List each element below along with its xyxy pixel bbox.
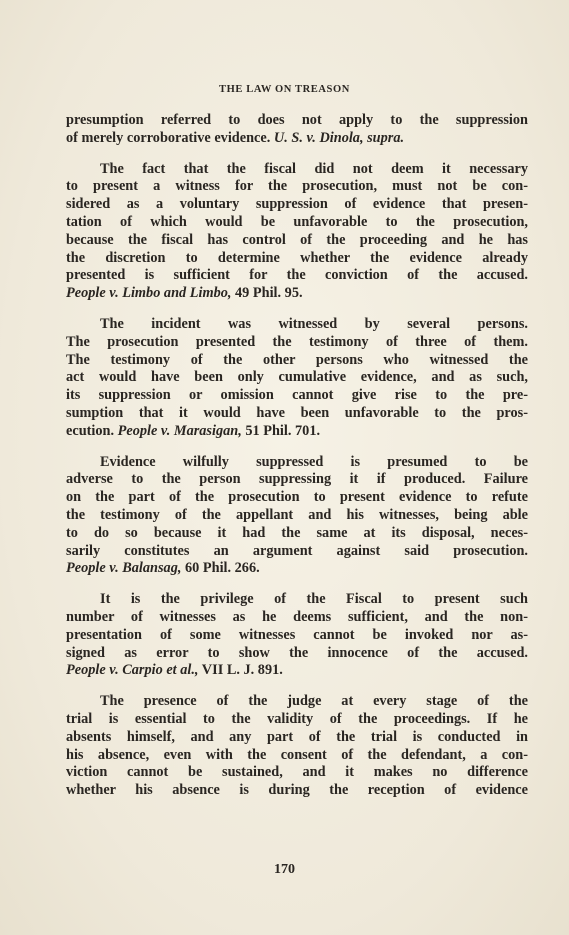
text-run: sidered as a voluntary suppression of evidence that presen- [66, 196, 528, 213]
text-line [66, 285, 528, 303]
text-line [66, 627, 528, 645]
text-run: presentation of some witnesses cannot be invoked nor as- [66, 626, 528, 643]
text-run: on the part of the prosecution to present evidence to refute [66, 489, 528, 506]
text-run: adverse to the person suppressing it if produced. Failure [66, 471, 528, 488]
text-run: whether his absence is during the reception of evidence [66, 782, 528, 799]
text-run: signed as error to show the innocence of the accused. [66, 644, 528, 661]
text-line [66, 764, 528, 782]
text-run: VII L. J. 891. [198, 662, 283, 679]
text-line [66, 711, 528, 729]
text-line [66, 609, 528, 627]
text-line [66, 645, 528, 663]
text-line [66, 196, 528, 214]
text-line [66, 352, 528, 370]
running-head: THE LAW ON TREASON [219, 84, 350, 95]
paragraph [66, 112, 528, 148]
paragraph [66, 591, 528, 680]
text-line [66, 454, 528, 472]
text-line [66, 405, 528, 423]
text-run: number of witnesses as he deems sufficient, and the non- [66, 608, 528, 625]
text-line [66, 161, 528, 179]
case-citation: U. S. v. Dinola, supra. [273, 129, 405, 146]
text-line [66, 489, 528, 507]
text-run: sarily constitutes an argument against said prosecution. [66, 542, 528, 559]
text-line [66, 130, 528, 148]
text-run: tation of which would be unfavorable to the prosecution, [66, 213, 528, 230]
text-run: absents himself, and any part of the trial is conducted in [66, 728, 528, 745]
text-run: 60 Phil. 266. [181, 560, 260, 577]
text-line [66, 507, 528, 525]
text-line [66, 369, 528, 387]
text-run: to do so because it had the same at its disposal, neces- [66, 524, 528, 541]
text-line [66, 591, 528, 609]
text-run: sumption that it would have been unfavorable to the pros- [66, 404, 528, 421]
text-run: The testimony of the other persons who witnessed the [66, 351, 528, 368]
text-run: 51 Phil. 701. [241, 422, 321, 439]
text-run: because the fiscal has control of the proceeding and he has [66, 231, 528, 248]
text-line [66, 387, 528, 405]
text-run: the testimony of the appellant and his witnesses, being able [66, 506, 528, 523]
text-line [66, 250, 528, 268]
text-run: The prosecution presented the testimony of three of them. [66, 333, 528, 350]
text-run: The fact that the fiscal did not deem it necessary [100, 160, 528, 177]
text-run: of merely corroborative evidence. [66, 129, 274, 146]
text-line [66, 214, 528, 232]
text-line [66, 729, 528, 747]
text-line [66, 232, 528, 250]
text-line [66, 267, 528, 285]
paragraph [66, 161, 528, 303]
text-line [66, 316, 528, 334]
text-run: the discretion to determine whether the evidence already [66, 249, 528, 266]
text-line [66, 525, 528, 543]
text-run: The incident was witnessed by several persons. [100, 315, 528, 332]
text-run: presented is sufficient for the conviction of the accused. [66, 267, 528, 284]
text-line [66, 747, 528, 765]
paragraph [66, 316, 528, 441]
text-run: his absence, even with the consent of the defendant, a con- [66, 746, 528, 763]
body-text [66, 112, 528, 813]
case-citation: People v. Balansag, [66, 560, 182, 577]
text-run: Evidence wilfully suppressed is presumed to be [100, 453, 528, 470]
case-citation: People v. Limbo and Limbo, [66, 285, 232, 302]
text-run: ecution. [66, 422, 118, 439]
text-line [66, 334, 528, 352]
text-line [66, 693, 528, 711]
text-run: trial is essential to the validity of the proceedings. If he [66, 710, 528, 727]
text-run: viction cannot be sustained, and it makes no difference [66, 764, 528, 781]
text-run: The presence of the judge at every stage of the [100, 693, 528, 710]
text-line [66, 560, 528, 578]
text-line [66, 471, 528, 489]
text-line [66, 112, 528, 130]
text-run: It is the privilege of the Fiscal to present such [100, 591, 528, 608]
text-line [66, 423, 528, 441]
case-citation: People v. Marasigan, [117, 422, 242, 439]
case-citation: People v. Carpio et al., [66, 662, 199, 679]
paragraph [66, 693, 528, 800]
text-run: its suppression or omission cannot give rise to the pre- [66, 387, 528, 404]
text-run: to present a witness for the prosecution, must not be con- [66, 178, 528, 195]
page-number: 170 [274, 862, 295, 877]
text-run: act would have been only cumulative evidence, and as such, [66, 369, 528, 386]
text-line [66, 543, 528, 561]
text-line [66, 782, 528, 800]
text-run: presumption referred to does not apply to the suppression [66, 112, 528, 128]
text-run: 49 Phil. 95. [231, 285, 303, 302]
text-line [66, 662, 528, 680]
text-line [66, 178, 528, 196]
paragraph [66, 454, 528, 579]
